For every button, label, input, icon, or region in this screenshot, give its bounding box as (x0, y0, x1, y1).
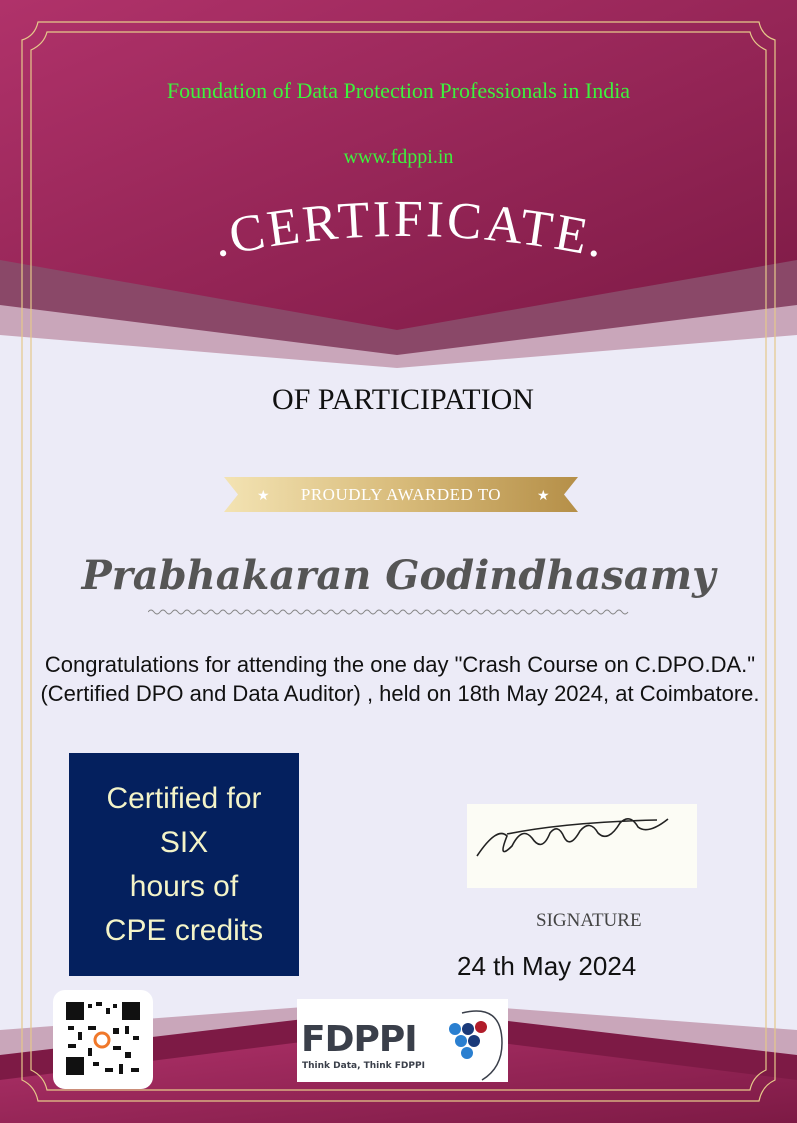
certificate-title: .CERTIFICATE. (207, 190, 612, 270)
cpe-line: Certified for (106, 781, 262, 815)
cpe-credits-badge (69, 753, 299, 976)
logo-tagline: Think Data, Think FDPPI (302, 1061, 425, 1071)
signature-image (467, 804, 697, 888)
certificate-subtitle: OF PARTICIPATION (272, 383, 534, 416)
star-icon: ★ (537, 487, 550, 503)
fdppi-logo (297, 999, 508, 1082)
star-icon: ★ (257, 487, 270, 503)
recipient-name: Prabhakaran Godindhasamy (81, 552, 716, 599)
cpe-line: CPE credits (104, 913, 264, 947)
certificate-body-text: Congratulations for attending the one day "Crash Course on C.DPO.DA." (Certified DPO and Data Auditor) , held on 18th May 2024, at Coimbatore. (40, 652, 760, 706)
cpe-line: hours of (129, 869, 239, 903)
qr-code[interactable] (53, 990, 153, 1089)
name-underline (148, 608, 658, 616)
signature-label: SIGNATURE (536, 910, 642, 931)
cpe-line: SIX (159, 825, 209, 859)
qr-code-icon (53, 990, 153, 1089)
organization-name: Foundation of Data Protection Professionals in India (166, 78, 631, 103)
issue-date: 24 th May 2024 (457, 951, 637, 981)
logo-name: FDPPI (301, 1019, 417, 1060)
awarded-label: PROUDLY AWARDED TO (300, 485, 502, 504)
hexagon-logo-icon (437, 1001, 507, 1081)
website: www.fdppi.in (343, 146, 454, 168)
